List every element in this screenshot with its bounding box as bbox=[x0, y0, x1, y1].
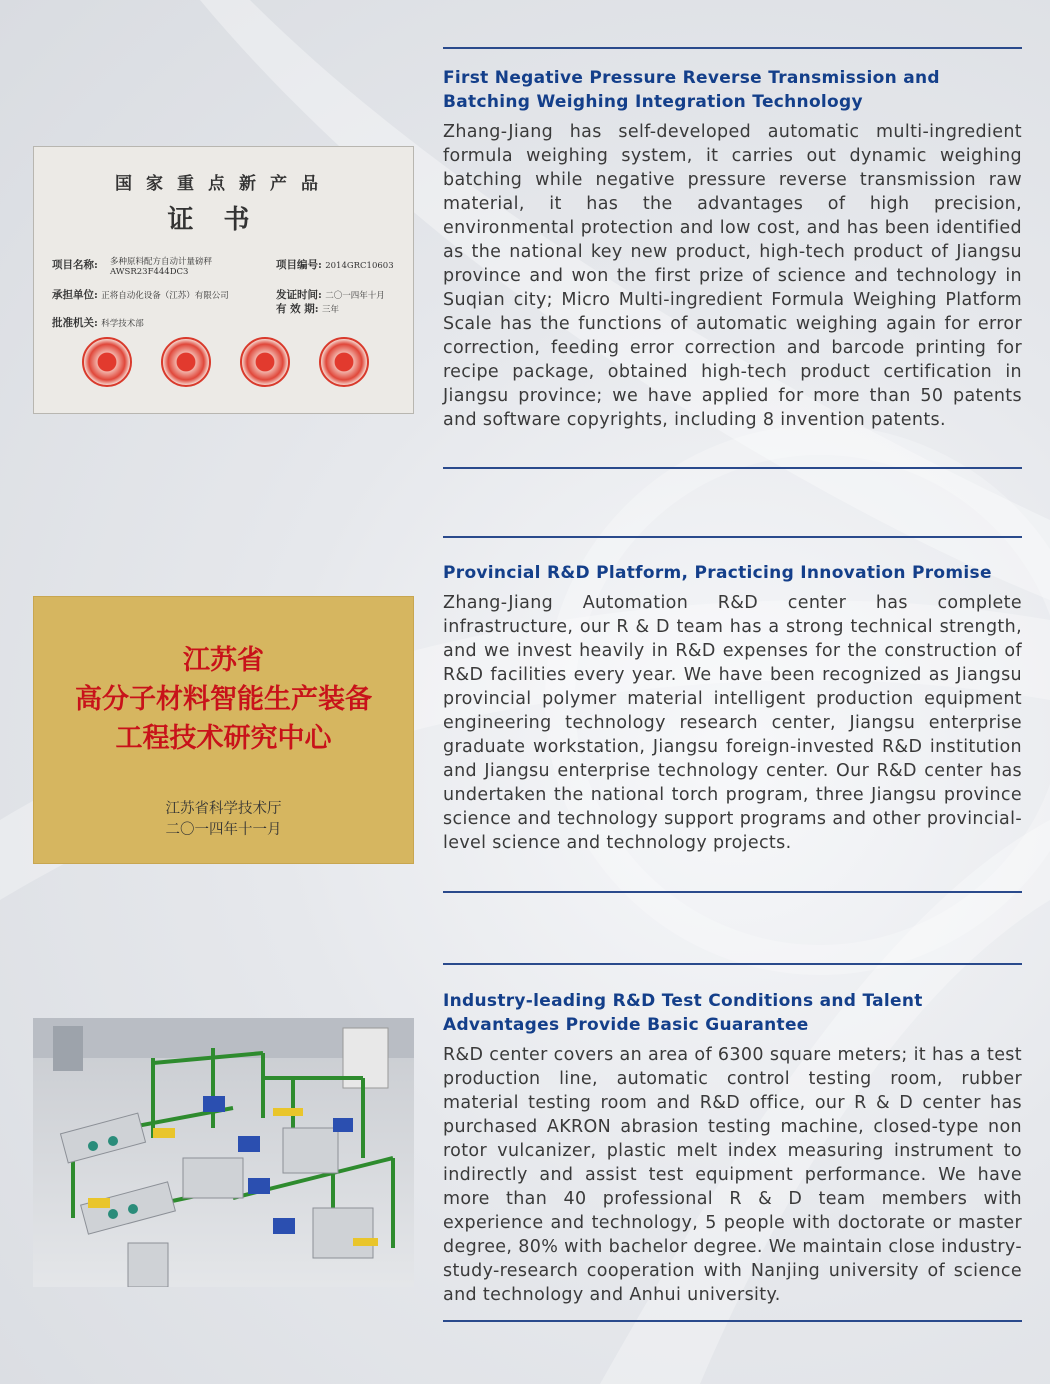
certificate-issue-time: 发证时间: 二〇一四年十月 bbox=[276, 289, 385, 301]
section-2-body: Zhang-Jiang Automation R&D center has complete infrastructure, our R & D team has a strong technical strength, and we invest heavily in R&D expenses for the construction of R&D facilities every year. We have been recognized as Jiangsu provincial polymer material intelligent production equipment engineering technology research center, Jiangsu enterprise graduate workstation, Jiangsu foreign-invested R&D institution and Jiangsu enterprise technology center. Our R&D center has undertaken the national torch program, three Jiangsu province science and technology support programs and other provincial-level science and technology projects. bbox=[443, 593, 1022, 853]
section-3-bottom-rule bbox=[443, 1320, 1022, 1322]
certificate-header: 国家重点新产品 bbox=[115, 174, 332, 194]
certificate-title: 证书 bbox=[167, 205, 280, 235]
certificate-image bbox=[33, 146, 414, 414]
plaque-line-1: 江苏省 bbox=[183, 645, 264, 676]
section-3 bbox=[443, 989, 1022, 1307]
section-2 bbox=[443, 561, 1022, 855]
certificate-project-no: 项目编号: 2014GRC10603 bbox=[276, 259, 394, 271]
factory-illustration bbox=[33, 1018, 414, 1287]
section-1-bottom-rule bbox=[443, 467, 1022, 469]
section-1-top-rule bbox=[443, 47, 1022, 49]
certificate-valid-period: 有 效 期: 三年 bbox=[276, 303, 340, 315]
red-seal-icon bbox=[319, 337, 369, 387]
red-seal-icon bbox=[161, 337, 211, 387]
plaque-date: 二〇一四年十一月 bbox=[165, 822, 282, 838]
plaque-line-3: 工程技术研究中心 bbox=[115, 723, 332, 754]
section-2-bottom-rule bbox=[443, 891, 1022, 893]
section-3-body: R&D center covers an area of 6300 square meters; it has a test production line, automatic control testing room, rubber material testing room and R&D office, our R & D center has purchased AKRON abrasion testing machine, closed-type non rotor vulcanizer, plastic melt index measuring instrument to indirectly and assist test equipment performance. We have more than 40 professional R & D team members with experience and technology, 5 people with doctorate or master degree, 80% with bachelor degree. We maintain close industry-study-research cooperation with Nanjing university of science and technology and Anhui university. bbox=[443, 1045, 1022, 1305]
certificate-project-name-value: 多种原料配方自动计量磅秤 AWSR23F444DC3 bbox=[110, 257, 213, 277]
section-3-top-rule bbox=[443, 963, 1022, 965]
red-seal-icon bbox=[240, 337, 290, 387]
rd-center-plaque bbox=[33, 596, 414, 864]
section-1-title: First Negative Pressure Reverse Transmission and Batching Weighing Integration Technology bbox=[443, 68, 940, 112]
certificate-project-name: 项目名称: bbox=[52, 259, 98, 271]
certificate-approver: 批准机关: 科学技术部 bbox=[52, 317, 144, 329]
production-line-render bbox=[33, 1018, 414, 1287]
section-1 bbox=[443, 66, 1022, 432]
section-2-top-rule bbox=[443, 536, 1022, 538]
section-2-title: Provincial R&D Platform, Practicing Innovation Promise bbox=[443, 563, 992, 583]
red-seal-icon bbox=[82, 337, 132, 387]
section-3-title: Industry-leading R&D Test Conditions and Talent Advantages Provide Basic Guarantee bbox=[443, 991, 923, 1035]
section-1-body: Zhang-Jiang has self-developed automatic multi-ingredient formula weighing system, it carries out dynamic weighing batching while negative pressure reverse transmission raw material, it has the advantages of high precision, environmental protection and low cost, and has been identified as the national key new product, high-tech product of Jiangsu province and won the first prize of science and technology in Suqian city; Micro Multi-ingredient Formula Weighing Platform Scale has the functions of automatic weighing again for error correction, feeding error correction and barcode printing for recipe package, obtained high-tech product certification in Jiangsu province; we have applied for more than 50 patents and software copyrights, including 8 invention patents. bbox=[443, 122, 1022, 430]
plaque-line-2: 高分子材料智能生产装备 bbox=[75, 684, 372, 715]
plaque-issuer: 江苏省科学技术厅 bbox=[165, 801, 282, 817]
certificate-undertaker: 承担单位: 正将自动化设备（江苏）有限公司 bbox=[52, 289, 229, 301]
